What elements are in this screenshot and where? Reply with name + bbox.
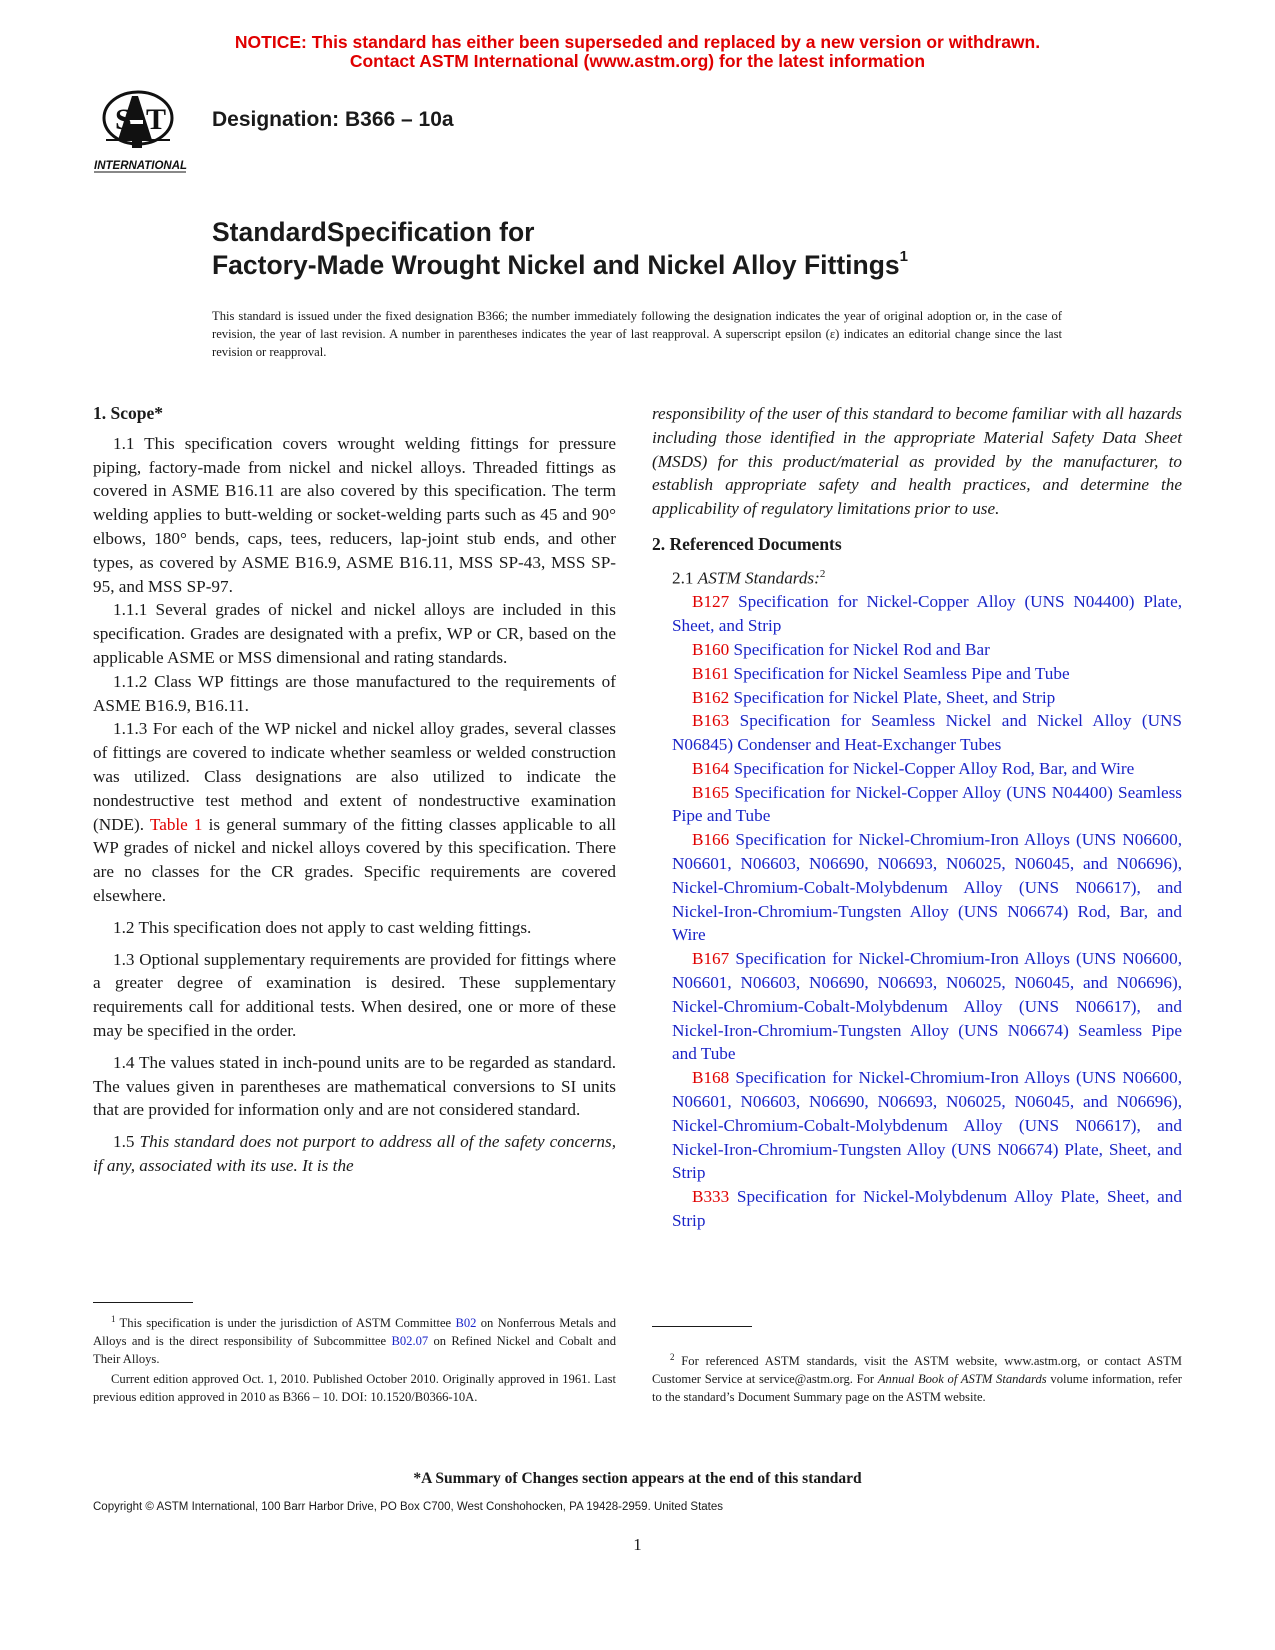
paragraph-1-2: 1.2 This specification does not apply to cast welding fittings. (113, 917, 532, 937)
title-footnote-mark: 1 (899, 248, 908, 265)
reference-code-link[interactable]: B167 (692, 949, 730, 969)
reference-title-link[interactable]: Specification for Nickel Plate, Sheet, and Strip (729, 687, 1056, 707)
designation: Designation: B366 – 10a (212, 108, 454, 131)
reference-code-link[interactable]: B161 (692, 663, 730, 683)
reference-item (652, 828, 1182, 947)
reference-item (652, 1066, 1182, 1185)
footnote-divider-left (93, 1302, 193, 1303)
reference-code-link[interactable]: B127 (692, 592, 730, 612)
reference-code-link[interactable]: B168 (692, 1068, 730, 1088)
reference-item (652, 709, 1182, 757)
paragraph-1-3: 1.3 Optional supplementary requirements are provided for fittings where a greater degree of examination is desired. These supplementary requirements call for additional tests. When desired, one or more of these may be specified in the order. (93, 949, 616, 1040)
page-number: 1 (633, 1535, 642, 1554)
paragraph-1-5-continued: responsibility of the user of this standard to become familiar with all hazards including those identified in the appropriate Material Safety Data Sheet (MSDS) for this product/material as provided by the manufacturer, to establish appropriate safety and health practices, and determine the applicability of regulatory limitations prior to use. (652, 404, 1182, 519)
paragraph-1-5: 1.5 This standard does not purport to address all of the safety concerns, if any, associated with its use. It is the (93, 1132, 617, 1175)
reference-code-link[interactable]: B333 (692, 1187, 730, 1207)
reference-title-link[interactable]: Specification for Nickel-Molybdenum Alloy Plate, Sheet, and Strip (672, 1187, 1182, 1231)
reference-code-link[interactable]: B163 (692, 711, 730, 731)
table-1-link[interactable]: Table 1 (149, 814, 203, 834)
reference-code-link[interactable]: B164 (692, 758, 730, 778)
title-line-2: Factory-Made Wrought Nickel and Nickel Alloy Fittings$^1$ (212, 248, 908, 280)
subcommittee-b02-07-link[interactable]: B02.07 (391, 1334, 429, 1349)
footnote-1: $^1$ This specification is under the jurisdiction of ASTM Committee B02 on Nonferrous Metals and Alloys and is the direct responsibility of Subcommittee B02.07 on Refined Nickel and Cobalt and Their Alloys. Current edition approved Oct. 1, 2010. Published October 2010. Originally approved in 1961. Last previous edition approved in 2010 as B366 – 10. DOI: 10.1520/B0366-10A. (93, 1314, 616, 1405)
reference-item (652, 781, 1182, 829)
reference-title-link[interactable]: Specification for Nickel-Chromium-Iron Alloys (UNS N06600, N06601, N06603, N06690, N06693, N06025, N06045, and N06696), Nickel-Chromium-Cobalt-Molybdenum Alloy (UNS N06617), and Nickel-Iron-Chromium-Tungsten Alloy (UNS N06674) Seamless Pipe and Tube (672, 949, 1182, 1064)
reference-item (652, 662, 1182, 686)
summary-of-changes-note: *A Summary of Changes section appears at the end of this standard (413, 1470, 862, 1487)
withdrawal-notice (0, 33, 1275, 71)
paragraph-1-1-3: 1.1.3 For each of the WP nickel and nickel alloy grades, several classes of fittings are covered to indicate whether seamless or welded construction was utilized. Class designations are also utilized to indicate the nondestructive test method and extent of nondestructive examination (NDE). Table 1 is general summary of the fitting classes applicable to all WP grades of nickel and nickel alloys covered by this specification. There are no classes for the CR grades. Specific requirements are covered elsewhere. (93, 719, 616, 905)
reference-item (652, 590, 1182, 638)
paragraph-1-1-2: 1.1.2 Class WP fittings are those manufactured to the requirements of ASME B16.9, B16.11. (93, 671, 616, 715)
reference-code-link[interactable]: B162 (692, 687, 730, 707)
paragraph-1-1-1: 1.1.1 Several grades of nickel and nickel alloys are included in this specification. Grades are designated with a prefix, WP or CR, based on the applicable ASME or MSS dimensional and rating standards. (93, 600, 616, 667)
left-column (93, 402, 616, 1178)
reference-title-link[interactable]: Specification for Nickel-Copper Alloy Rod, Bar, and Wire (729, 758, 1135, 778)
reference-code-link[interactable]: B160 (692, 639, 730, 659)
reference-item (652, 638, 1182, 662)
notice-line-1: NOTICE: This standard has either been superseded and replaced by a new version or withdrawn. (234, 32, 1041, 52)
reference-list (652, 590, 1182, 1233)
paragraph-1-1: 1.1 This specification covers wrought welding fittings for pressure piping, factory-made from nickel and nickel alloys. Threaded fittings as covered in ASME B16.11 are also covered by this specification. The term welding applies to butt-welding or socket-welding parts such as 45 and 90° elbows, 180° bends, caps, tees, reducers, lap-joint stub ends, and other types, as covered by ASME B16.9, ASME B16.11, MSS SP-43, MSS SP-95, and MSS SP-97. (93, 433, 616, 596)
committee-b02-link[interactable]: B02 (455, 1316, 477, 1331)
footnote-2: $^2$ For referenced ASTM standards, visit the ASTM website, www.astm.org, or contact ASTM Customer Service at service@astm.org. For Annual Book of ASTM Standards volume information, refer to the standard’s Document Summary page on the ASTM website. (652, 1352, 1182, 1405)
reference-title-link[interactable]: Specification for Nickel Rod and Bar (729, 639, 990, 659)
reference-title-link[interactable]: Specification for Nickel-Chromium-Iron Alloys (UNS N06600, N06601, N06603, N06690, N06693, N06025, N06045, and N06696), Nickel-Chromium-Cobalt-Molybdenum Alloy (UNS N06617), and Nickel-Iron-Chromium-Tungsten Alloy (UNS N06674) Rod, Bar, and Wire (672, 830, 1182, 945)
footnote-1-edition: Current edition approved Oct. 1, 2010. Published October 2010. Originally approved in 1961. Last previous edition approved in 2010 as B366 – 10. DOI: 10.1520/B0366-10A. (93, 1372, 616, 1405)
reference-title-link[interactable]: Specification for Nickel-Copper Alloy (UNS N04400) Seamless Pipe and Tube (672, 782, 1182, 826)
reference-item (652, 1185, 1182, 1233)
reference-title-link[interactable]: Specification for Seamless Nickel and Nickel Alloy (UNS N06845) Condenser and Heat-Exchanger Tubes (672, 711, 1182, 755)
section-heading-references: 2. Referenced Documents (652, 533, 842, 554)
svg-text:T: T (146, 103, 167, 136)
copyright-line: Copyright © ASTM International, 100 Barr Harbor Drive, PO Box C700, West Conshohocken, PA 19428-2959. United States (93, 1501, 724, 1513)
reference-code-link[interactable]: B165 (692, 782, 730, 802)
reference-item (652, 686, 1182, 710)
reference-title-link[interactable]: Specification for Nickel-Chromium-Iron Alloys (UNS N06600, N06601, N06603, N06690, N06693, N06025, N06045, and N06696), Nickel-Chromium-Cobalt-Molybdenum Alloy (UNS N06617), and Nickel-Iron-Chromium-Tungsten Alloy (UNS N06674) Plate, Sheet, and Strip (672, 1068, 1182, 1183)
reference-code-link[interactable]: B166 (692, 830, 730, 850)
logo-text: INTERNATIONAL (94, 160, 188, 172)
reference-item (652, 947, 1182, 1066)
right-column (652, 402, 1182, 1233)
preamble-text: This standard is issued under the fixed designation B366; the number immediately following the designation indicates the year of original adoption or, in the case of revision, the year of last revision. A number in parentheses indicates the year of last reapproval. A superscript epsilon (ε) indicates an editorial change since the last revision or reapproval. (212, 309, 1062, 359)
svg-text:S: S (115, 103, 132, 136)
reference-item (652, 757, 1182, 781)
paragraph-1-4: 1.4 The values stated in inch-pound units are to be regarded as standard. The values given in parentheses are mathematical conversions to SI units that are provided for information only and are not considered standard. (93, 1052, 616, 1120)
paragraph-2-1: 2.1 ASTM Standards:$^2$ (672, 567, 826, 588)
reference-title-link[interactable]: Specification for Nickel-Copper Alloy (UNS N04400) Plate, Sheet, and Strip (672, 592, 1182, 636)
document-title (212, 216, 1112, 282)
footnote-divider-right (652, 1326, 752, 1327)
section-heading-scope: 1. Scope* (93, 403, 163, 423)
astm-logo-icon (88, 82, 200, 178)
title-line-1: StandardSpecification for (212, 217, 535, 247)
reference-title-link[interactable]: Specification for Nickel Seamless Pipe and Tube (729, 663, 1070, 683)
notice-line-2: Contact ASTM International (www.astm.org) for the latest information (349, 51, 926, 71)
